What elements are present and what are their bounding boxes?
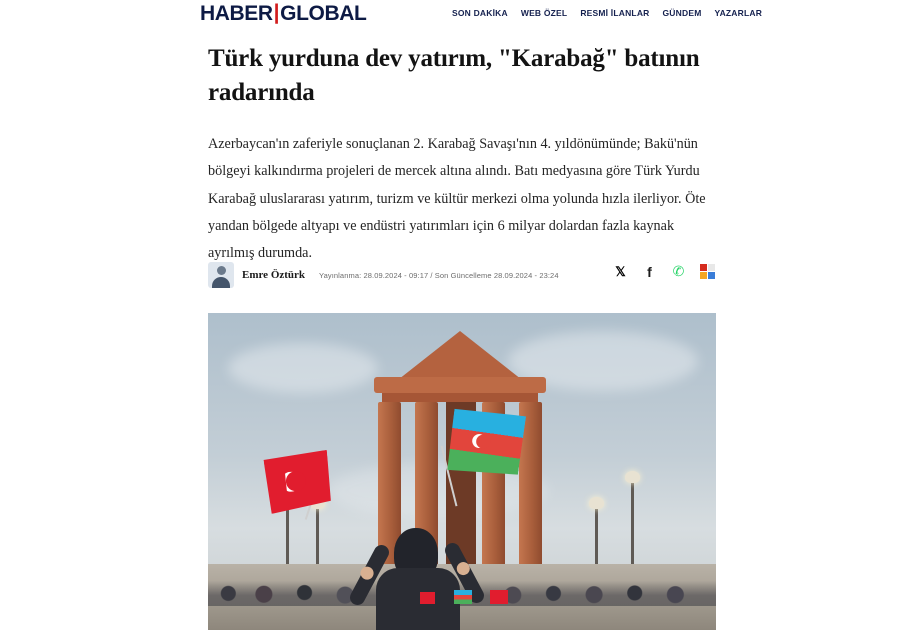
article-body [208,42,718,267]
small-turkey-flag-icon [490,590,508,604]
cloud-shape [228,343,378,393]
small-turkey-flag-icon [420,592,435,604]
article-hero-image [208,313,716,630]
share-facebook-icon[interactable]: f [647,263,652,280]
main-navigation [452,8,762,18]
share-flipboard-icon[interactable] [697,261,718,282]
azerbaijan-flag-icon [446,406,526,479]
person-silhouette [356,510,476,630]
share-whatsapp-icon[interactable]: ✆ [672,263,685,279]
monument-cornice [374,377,546,393]
hand-left [358,564,376,582]
publish-meta: Yayınlanma: 28.09.2024 - 09:17 / Son Güncelleme 28.09.2024 - 23:24 [319,270,559,280]
nav-item-resmi-ilanlar[interactable]: RESMİ İLANLAR [580,8,650,18]
nav-item-web-ozel[interactable]: WEB ÖZEL [520,8,568,18]
site-logo[interactable] [200,2,366,26]
avatar [208,262,234,288]
site-header [0,0,923,30]
nav-item-yazarlar[interactable]: YAZARLAR [714,8,763,18]
page-title: Türk yurduna dev yatırım, "Karabağ" batının radarında [208,45,700,106]
small-azerbaijan-flag-icon [454,590,472,604]
nav-item-gundem[interactable]: GÜNDEM [662,8,702,18]
crescent-icon [285,470,307,492]
author-name[interactable]: Emre Öztürk [242,269,306,281]
torso [376,568,460,630]
logo-divider: | [273,1,280,24]
monument-roof [394,331,526,383]
flipboard-glyph [700,264,715,279]
lamp-post-icon [631,480,634,576]
share-buttons [610,261,718,282]
logo-primary: HABER [200,2,273,25]
crescent-icon [475,434,491,450]
hand-right [454,560,472,578]
share-x-icon[interactable]: 𝕏 [615,263,626,279]
logo-secondary: GLOBAL [280,2,367,25]
monument-band [382,393,538,402]
article-summary: Azerbaycan'ın zaferiyle sonuçlanan 2. Karabağ Savaşı'nın 4. yıldönümünde; Bakü'nün bölgeyi kalkındırma projeleri de mercek altına alındı. Batı medyasına göre Türk Yurdu Karabağ uluslararası yatırım, turizm ve kültür merkezi olma yolunda hızla ilerliyor. Öte yandan bölgede altyapı ve endüstri yatırımları için 6 milyar dolardan fazla kaynak ayrılmış durumda. [208,136,706,262]
byline [208,258,718,292]
nav-item-son-dakika[interactable]: SON DAKİKA [452,8,508,18]
